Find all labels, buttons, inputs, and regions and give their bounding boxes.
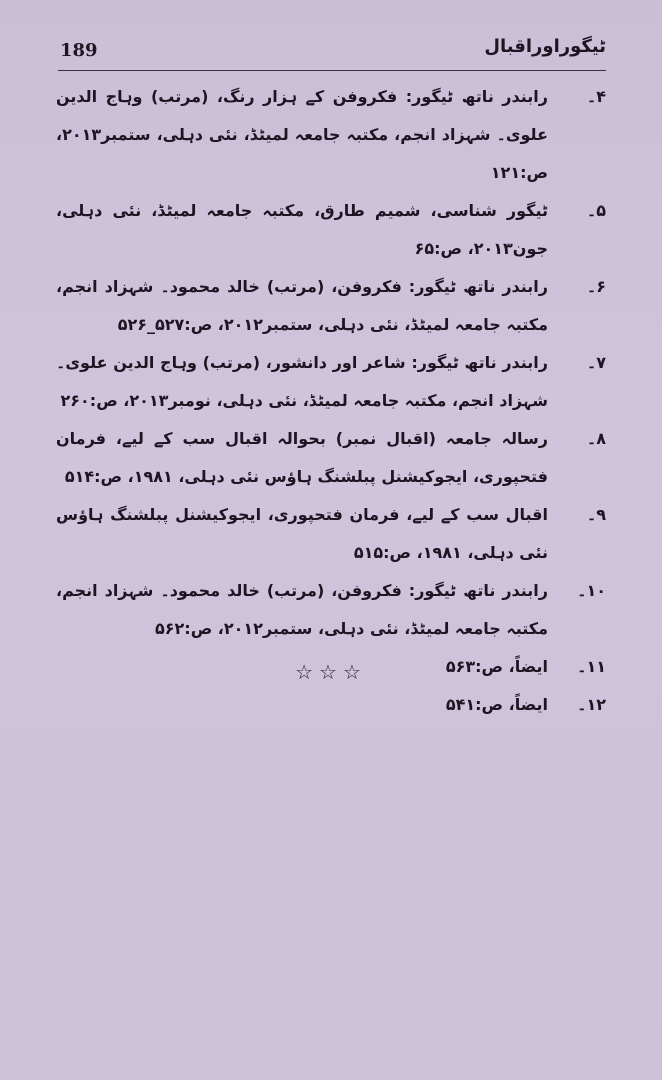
- page-number: 189: [60, 40, 98, 61]
- note-number: ۴۔: [586, 87, 606, 106]
- note-number: ۷۔: [586, 353, 606, 372]
- note-text: ایضاً، ص:۵۴۱: [445, 695, 548, 714]
- note-item: [56, 344, 606, 420]
- note-number: ۹۔: [586, 505, 606, 524]
- notes-list: [56, 78, 606, 724]
- note-item: [56, 78, 606, 192]
- note-number: ۵۔: [586, 201, 606, 220]
- note-item: [56, 572, 606, 648]
- note-item: [56, 192, 606, 268]
- note-text: رابندر ناتھ ٹیگور: فکروفن، (مرتب) خالد محمود۔ شہزاد انجم، مکتبہ جامعہ لمیٹڈ، نئی دہلی، ستمبر۲۰۱۲، ص:۵۶۲: [56, 581, 548, 638]
- note-item: [56, 496, 606, 572]
- note-text: اقبال سب کے لیے، فرمان فتحپوری، ایجوکیشنل پبلشنگ ہاؤس نئی دہلی، ۱۹۸۱، ص:۵۱۵: [56, 505, 548, 562]
- note-number: ۱۱۔: [577, 657, 606, 676]
- note-item: [56, 420, 606, 496]
- note-text: ایضاً، ص:۵۶۳: [445, 657, 548, 676]
- running-title: ٹیگوراوراقبال: [484, 36, 606, 57]
- note-number: ۸۔: [586, 429, 606, 448]
- note-item: [56, 268, 606, 344]
- note-text: رسالہ جامعہ (اقبال نمبر) بحوالہ اقبال سب کے لیے، فرمان فتحپوری، ایجوکیشنل پبلشنگ ہاؤس نئی دہلی، ۱۹۸۱، ص:۵۱۴: [56, 429, 548, 486]
- header-divider: [58, 70, 606, 71]
- note-number: ۶۔: [586, 277, 606, 296]
- note-item: [56, 686, 606, 724]
- note-number: ۱۲۔: [577, 695, 606, 714]
- note-text: ٹیگور شناسی، شمیم طارق، مکتبہ جامعہ لمیٹڈ، نئی دہلی، جون۲۰۱۳، ص:۶۵: [56, 201, 548, 258]
- section-end-ornament: ☆☆☆: [295, 660, 367, 684]
- note-text: رابندر ناتھ ٹیگور: فکروفن، (مرتب) خالد محمود۔ شہزاد انجم، مکتبہ جامعہ لمیٹڈ، نئی دہلی، ستمبر۲۰۱۲، ص:۵۲۷_۵۲۶: [56, 277, 548, 334]
- note-text: رابندر ناتھ ٹیگور: فکروفن کے ہزار رنگ، (مرتب) وہاج الدین علوی۔ شہزاد انجم، مکتبہ جامعہ لمیٹڈ، نئی دہلی، ستمبر۲۰۱۳، ص:۱۲۱: [56, 87, 548, 182]
- note-number: ۱۰۔: [577, 581, 606, 600]
- note-text: رابندر ناتھ ٹیگور: شاعر اور دانشور، (مرتب) وہاج الدین علوی۔ شہزاد انجم، مکتبہ جامعہ لمیٹڈ، نئی دہلی، نومبر۲۰۱۳، ص:۲۶۰: [56, 353, 548, 410]
